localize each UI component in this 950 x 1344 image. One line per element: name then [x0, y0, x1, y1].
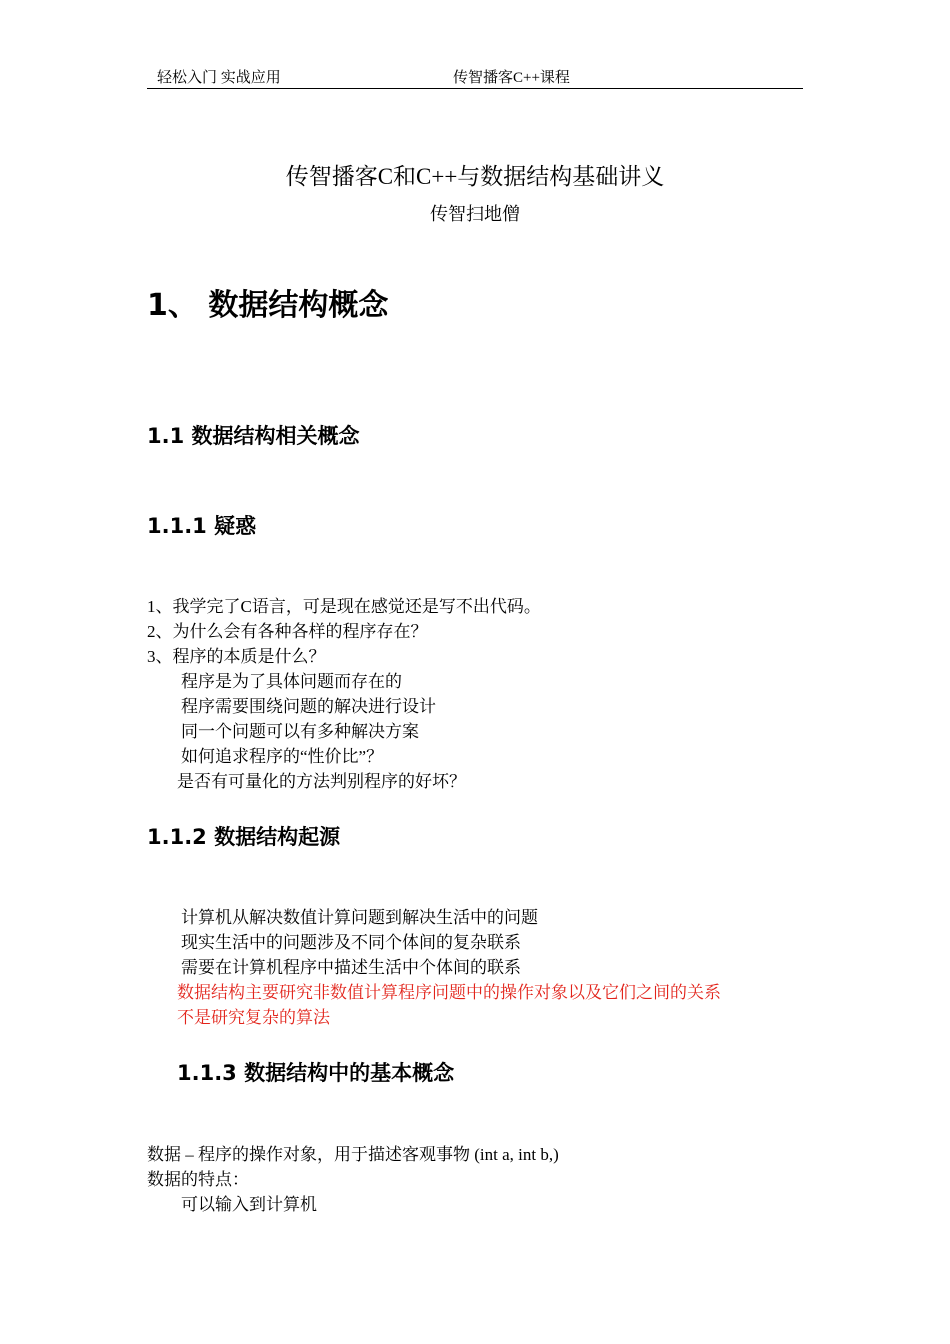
origin-line: 需要在计算机程序中描述生活中个体间的联系: [181, 958, 521, 977]
doubt-line: 如何追求程序的“性价比”？: [181, 747, 384, 766]
basics-line: 数据的特点：: [147, 1170, 249, 1189]
doubt-line: 是否有可量化的方法判别程序的好坏？: [177, 772, 466, 791]
heading-1-1-1: 1.1.1 疑惑: [147, 514, 257, 538]
origin-highlight-line: 数据结构主要研究非数值计算程序问题中的操作对象以及它们之间的关系: [177, 983, 721, 1002]
doubt-line: 同一个问题可以有多种解决方案: [181, 722, 419, 741]
doubt-line: 3、程序的本质是什么？: [147, 647, 326, 666]
doubt-line: 2、为什么会有各种各样的程序存在？: [147, 622, 428, 641]
header-left: 轻松入门 实战应用: [157, 70, 281, 86]
doubt-line: 程序需要围绕问题的解决进行设计: [181, 697, 436, 716]
document-author: 传智扫地僧: [430, 204, 520, 224]
heading-1-1-3: 1.1.3 数据结构中的基本概念: [177, 1061, 455, 1085]
origin-line: 现实生活中的问题涉及不同个体间的复杂联系: [181, 933, 521, 952]
heading-1-1-2: 1.1.2 数据结构起源: [147, 825, 341, 849]
basics-line: 可以输入到计算机: [181, 1195, 317, 1214]
header-rule: [147, 88, 803, 89]
heading-1-1: 1.1 数据结构相关概念: [147, 424, 360, 448]
document-title: 传智播客C和C++与数据结构基础讲义: [285, 164, 665, 189]
doubt-line: 1、我学完了C语言，可是现在感觉还是写不出代码。: [147, 597, 541, 616]
origin-highlight-line: 不是研究复杂的算法: [177, 1008, 330, 1027]
heading-1: 1、 数据结构概念: [147, 288, 389, 323]
header-right: 传智播客C++课程: [453, 70, 570, 86]
basics-line: 数据 – 程序的操作对象，用于描述客观事物 (int a, int b,): [147, 1145, 559, 1164]
doubt-line: 程序是为了具体问题而存在的: [181, 672, 402, 691]
origin-line: 计算机从解决数值计算问题到解决生活中的问题: [181, 908, 538, 927]
